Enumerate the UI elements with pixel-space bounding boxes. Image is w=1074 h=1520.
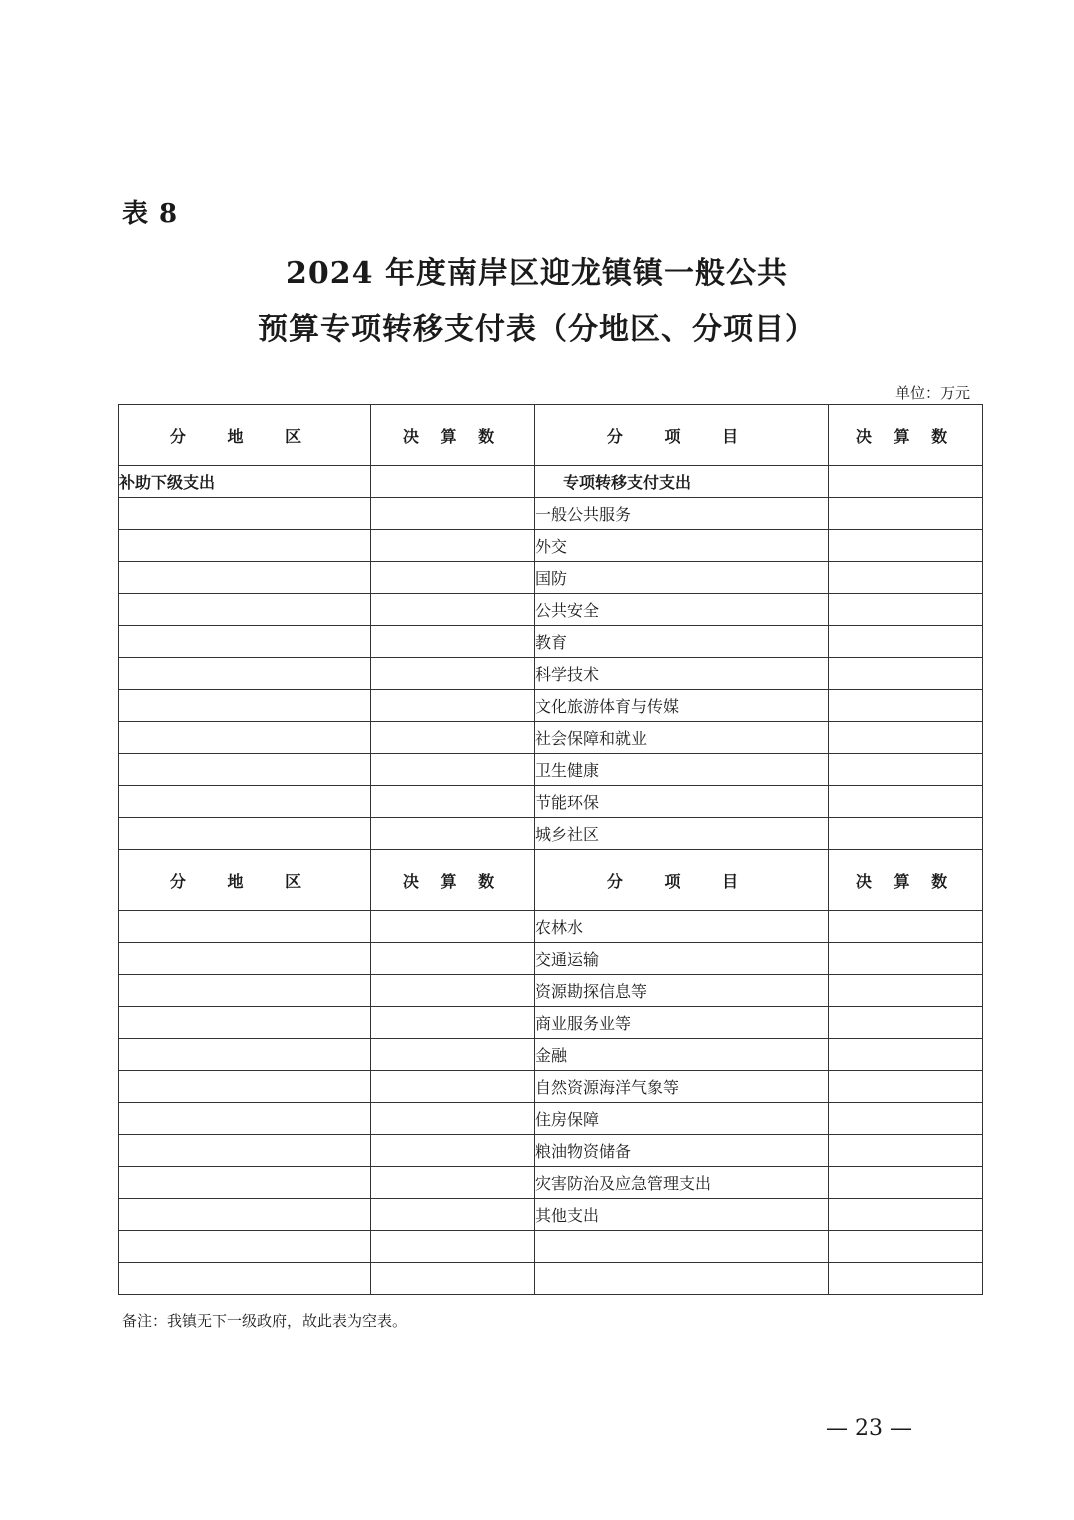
region-amount-cell <box>371 1263 535 1295</box>
header-region-amount: 决 算 数 <box>371 850 535 911</box>
item-amount-cell <box>829 626 983 658</box>
item-cell: 一般公共服务 <box>535 498 829 530</box>
region-cell <box>119 1007 371 1039</box>
region-cell <box>119 975 371 1007</box>
region-cell <box>119 911 371 943</box>
item-cell: 城乡社区 <box>535 818 829 850</box>
item-cell: 灾害防治及应急管理支出 <box>535 1167 829 1199</box>
item-cell <box>535 1231 829 1263</box>
item-amount-cell <box>829 562 983 594</box>
region-amount-cell <box>371 975 535 1007</box>
region-cell: 补助下级支出 <box>119 466 371 498</box>
table-row <box>119 690 983 722</box>
table-row <box>119 594 983 626</box>
table-row <box>119 943 983 975</box>
item-amount-cell <box>829 658 983 690</box>
region-cell <box>119 754 371 786</box>
item-cell: 教育 <box>535 626 829 658</box>
region-cell <box>119 1231 371 1263</box>
item-amount-cell <box>829 1103 983 1135</box>
table-row <box>119 1231 983 1263</box>
table-row <box>119 818 983 850</box>
item-cell: 粮油物资储备 <box>535 1135 829 1167</box>
region-amount-cell <box>371 1071 535 1103</box>
region-amount-cell <box>371 530 535 562</box>
table-row <box>119 1263 983 1295</box>
item-amount-cell <box>829 690 983 722</box>
region-amount-cell <box>371 1199 535 1231</box>
region-cell <box>119 530 371 562</box>
region-cell <box>119 722 371 754</box>
item-cell: 住房保障 <box>535 1103 829 1135</box>
region-amount-cell <box>371 1231 535 1263</box>
table-row <box>119 498 983 530</box>
header-item: 分 项 目 <box>535 850 829 911</box>
region-amount-cell <box>371 594 535 626</box>
item-cell: 外交 <box>535 530 829 562</box>
table-row <box>119 975 983 1007</box>
table-row <box>119 562 983 594</box>
region-cell <box>119 1263 371 1295</box>
region-amount-cell <box>371 1103 535 1135</box>
item-cell: 科学技术 <box>535 658 829 690</box>
item-cell: 文化旅游体育与传媒 <box>535 690 829 722</box>
region-amount-cell <box>371 943 535 975</box>
table-row <box>119 658 983 690</box>
table-row <box>119 754 983 786</box>
region-cell <box>119 943 371 975</box>
region-amount-cell <box>371 658 535 690</box>
region-amount-cell <box>371 466 535 498</box>
item-cell: 社会保障和就业 <box>535 722 829 754</box>
item-amount-cell <box>829 530 983 562</box>
header-region: 分 地 区 <box>119 405 371 466</box>
region-amount-cell <box>371 786 535 818</box>
item-amount-cell <box>829 466 983 498</box>
item-cell: 商业服务业等 <box>535 1007 829 1039</box>
region-cell <box>119 690 371 722</box>
region-cell <box>119 626 371 658</box>
item-amount-cell <box>829 1199 983 1231</box>
item-amount-cell <box>829 818 983 850</box>
item-amount-cell <box>829 1167 983 1199</box>
table-row <box>119 1039 983 1071</box>
region-amount-cell <box>371 1007 535 1039</box>
item-cell: 交通运输 <box>535 943 829 975</box>
item-cell: 资源勘探信息等 <box>535 975 829 1007</box>
item-cell: 金融 <box>535 1039 829 1071</box>
table-row <box>119 1199 983 1231</box>
table-header-row <box>119 405 983 466</box>
table-row <box>119 1135 983 1167</box>
item-cell: 公共安全 <box>535 594 829 626</box>
region-amount-cell <box>371 754 535 786</box>
item-cell: 国防 <box>535 562 829 594</box>
header-region-amount: 决 算 数 <box>371 405 535 466</box>
region-amount-cell <box>371 690 535 722</box>
region-amount-cell <box>371 1167 535 1199</box>
page-title-line-2: 预算专项转移支付表（分地区、分项目） <box>258 312 816 347</box>
region-cell <box>119 658 371 690</box>
item-amount-cell <box>829 1071 983 1103</box>
table-row <box>119 1007 983 1039</box>
header-item: 分 项 目 <box>535 405 829 466</box>
item-cell: 节能环保 <box>535 786 829 818</box>
item-amount-cell <box>829 1231 983 1263</box>
region-cell <box>119 498 371 530</box>
item-amount-cell <box>829 786 983 818</box>
region-cell <box>119 786 371 818</box>
region-amount-cell <box>371 1039 535 1071</box>
region-cell <box>119 1199 371 1231</box>
table-row <box>119 1103 983 1135</box>
table-row <box>119 626 983 658</box>
item-cell: 自然资源海洋气象等 <box>535 1071 829 1103</box>
item-cell: 专项转移支付支出 <box>535 466 829 498</box>
table-row <box>119 786 983 818</box>
region-cell <box>119 818 371 850</box>
item-amount-cell <box>829 754 983 786</box>
region-amount-cell <box>371 562 535 594</box>
region-amount-cell <box>371 498 535 530</box>
header-item-amount: 决 算 数 <box>829 850 983 911</box>
item-amount-cell <box>829 1263 983 1295</box>
item-cell <box>535 1263 829 1295</box>
unit-label: 单位：万元 <box>894 384 970 402</box>
item-amount-cell <box>829 1007 983 1039</box>
region-amount-cell <box>371 911 535 943</box>
region-cell <box>119 1103 371 1135</box>
region-amount-cell <box>371 626 535 658</box>
region-amount-cell <box>371 1135 535 1167</box>
item-amount-cell <box>829 594 983 626</box>
item-amount-cell <box>829 911 983 943</box>
region-cell <box>119 1071 371 1103</box>
item-amount-cell <box>829 943 983 975</box>
table-row <box>119 466 983 498</box>
region-amount-cell <box>371 818 535 850</box>
region-cell <box>119 562 371 594</box>
item-amount-cell <box>829 498 983 530</box>
item-amount-cell <box>829 975 983 1007</box>
table-row <box>119 1167 983 1199</box>
transfer-payment-table <box>118 404 983 1295</box>
item-cell: 卫生健康 <box>535 754 829 786</box>
table-row <box>119 1071 983 1103</box>
table-number: 表 8 <box>122 199 179 229</box>
region-amount-cell <box>371 722 535 754</box>
item-amount-cell <box>829 1135 983 1167</box>
region-cell <box>119 1039 371 1071</box>
table-row <box>119 911 983 943</box>
table-row <box>119 530 983 562</box>
item-amount-cell <box>829 1039 983 1071</box>
table-header-row <box>119 850 983 911</box>
page-title-line-1: 2024 年度南岸区迎龙镇镇一般公共 <box>286 256 788 291</box>
table-row <box>119 722 983 754</box>
item-amount-cell <box>829 722 983 754</box>
item-cell: 农林水 <box>535 911 829 943</box>
header-item-amount: 决 算 数 <box>829 405 983 466</box>
page-number: — 23 — <box>826 1416 912 1441</box>
header-region: 分 地 区 <box>119 850 371 911</box>
region-cell <box>119 1167 371 1199</box>
region-cell <box>119 594 371 626</box>
item-cell: 其他支出 <box>535 1199 829 1231</box>
footnote: 备注：我镇无下一级政府，故此表为空表。 <box>122 1312 408 1330</box>
region-cell <box>119 1135 371 1167</box>
